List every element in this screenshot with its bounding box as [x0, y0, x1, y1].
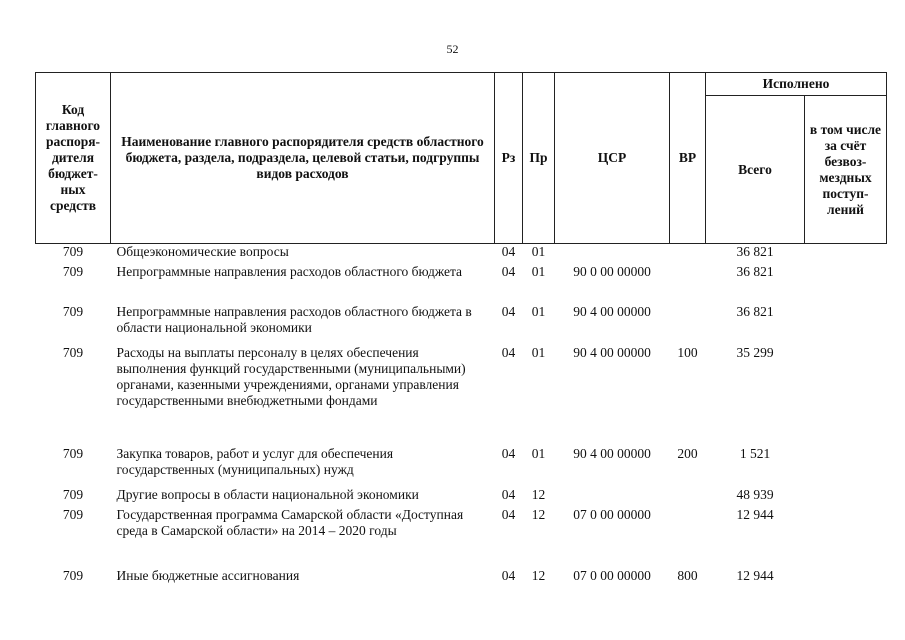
- cell-gratuitous: [805, 244, 887, 264]
- cell-pr: 12: [531, 486, 546, 502]
- header-name: Наименование главного распорядителя средств областного бюджета, раздела, подраздела, целевой статьи, подгруппы видов расходов: [111, 73, 495, 244]
- table-row: [36, 568, 887, 588]
- cell-csr: [555, 487, 670, 507]
- cell-pr: 01: [531, 263, 546, 279]
- cell-pr: 12: [531, 567, 546, 583]
- table-row: [36, 507, 887, 568]
- cell-pr: 01: [531, 303, 546, 319]
- cell-gratuitous: [805, 507, 887, 568]
- header-code: Код главного распоря-дителя бюджет-ных средств: [36, 73, 111, 244]
- cell-total: 36 821: [736, 303, 774, 319]
- cell-csr: [555, 244, 670, 264]
- cell-name: Закупка товаров, работ и услуг для обеспечения государственных (муниципальных) нужд: [116, 445, 394, 477]
- cell-vr: 200: [677, 445, 698, 461]
- cell-gratuitous: [805, 345, 887, 446]
- cell-code: 709: [62, 506, 84, 522]
- cell-code: 709: [62, 303, 84, 319]
- cell-gratuitous: [805, 568, 887, 588]
- cell-name: Государственная программа Самарской области «Доступная среда в Самарской области» на 2014 – 2020 годы: [116, 506, 464, 538]
- cell-gratuitous: [805, 304, 887, 345]
- header-vr: ВР: [670, 73, 706, 244]
- cell-code: 709: [62, 244, 84, 259]
- cell-name: Непрограммные направления расходов областного бюджета: [116, 263, 463, 279]
- cell-pr: 01: [531, 344, 546, 360]
- cell-vr: 100: [677, 344, 698, 360]
- cell-csr: 90 0 00 00000: [573, 263, 651, 279]
- header-gratuitous: в том числе за счёт безвоз-мездных поступ-лений: [805, 96, 887, 244]
- cell-vr: [670, 304, 706, 345]
- cell-code: 709: [62, 263, 84, 279]
- budget-table: [35, 72, 887, 588]
- cell-total: 1 521: [739, 445, 771, 461]
- cell-name: Иные бюджетные ассигнования: [116, 567, 300, 583]
- table-row: [36, 487, 887, 507]
- cell-name: Другие вопросы в области национальной экономики: [116, 486, 419, 502]
- table-row: [36, 244, 887, 264]
- cell-name: Расходы на выплаты персоналу в целях обеспечения выполнения функций государственными (муниципальными) органами, казенными учреждениями, органами управления государственными внебюджетными фондами: [116, 344, 466, 408]
- header-pr: Пр: [523, 73, 555, 244]
- header-csr: ЦСР: [555, 73, 670, 244]
- cell-csr: 90 4 00 00000: [573, 303, 651, 319]
- table-header: [36, 73, 887, 244]
- cell-pr: 01: [531, 445, 546, 461]
- header-executed: Исполнено: [706, 73, 887, 96]
- cell-gratuitous: [805, 446, 887, 487]
- cell-rz: 04: [501, 567, 516, 583]
- cell-vr: [670, 244, 706, 264]
- cell-total: 48 939: [736, 486, 774, 502]
- cell-name: Непрограммные направления расходов областного бюджета в области национальной экономики: [116, 303, 472, 335]
- cell-rz: 04: [501, 344, 516, 360]
- cell-rz: 04: [501, 486, 516, 502]
- cell-csr: 90 4 00 00000: [573, 445, 651, 461]
- table-row: [36, 446, 887, 487]
- cell-csr: 07 0 00 00000: [573, 506, 651, 522]
- cell-gratuitous: [805, 264, 887, 304]
- cell-total: 36 821: [736, 263, 774, 279]
- cell-code: 709: [62, 486, 84, 502]
- cell-total: 12 944: [736, 567, 774, 583]
- cell-csr: 90 4 00 00000: [573, 344, 651, 360]
- cell-vr: [670, 487, 706, 507]
- cell-code: 709: [62, 445, 84, 461]
- header-rz: Рз: [495, 73, 523, 244]
- cell-vr: 800: [677, 567, 698, 583]
- cell-total: 35 299: [736, 344, 774, 360]
- table-row: [36, 304, 887, 345]
- header-total: Всего: [706, 96, 805, 244]
- cell-rz: 04: [501, 445, 516, 461]
- table-row: [36, 345, 887, 446]
- cell-rz: 04: [501, 244, 516, 259]
- cell-csr: 07 0 00 00000: [573, 567, 651, 583]
- cell-total: 12 944: [736, 506, 774, 522]
- cell-rz: 04: [501, 506, 516, 522]
- cell-rz: 04: [501, 263, 516, 279]
- page-number: 52: [446, 42, 459, 56]
- cell-gratuitous: [805, 487, 887, 507]
- cell-total: 36 821: [736, 244, 774, 259]
- table-row: [36, 264, 887, 304]
- cell-code: 709: [62, 344, 84, 360]
- table-body: [36, 244, 887, 588]
- cell-rz: 04: [501, 303, 516, 319]
- cell-pr: 01: [531, 244, 546, 259]
- cell-vr: [670, 507, 706, 568]
- cell-code: 709: [62, 567, 84, 583]
- cell-name: Общеэкономические вопросы: [116, 244, 289, 259]
- cell-pr: 12: [531, 506, 546, 522]
- cell-vr: [670, 264, 706, 304]
